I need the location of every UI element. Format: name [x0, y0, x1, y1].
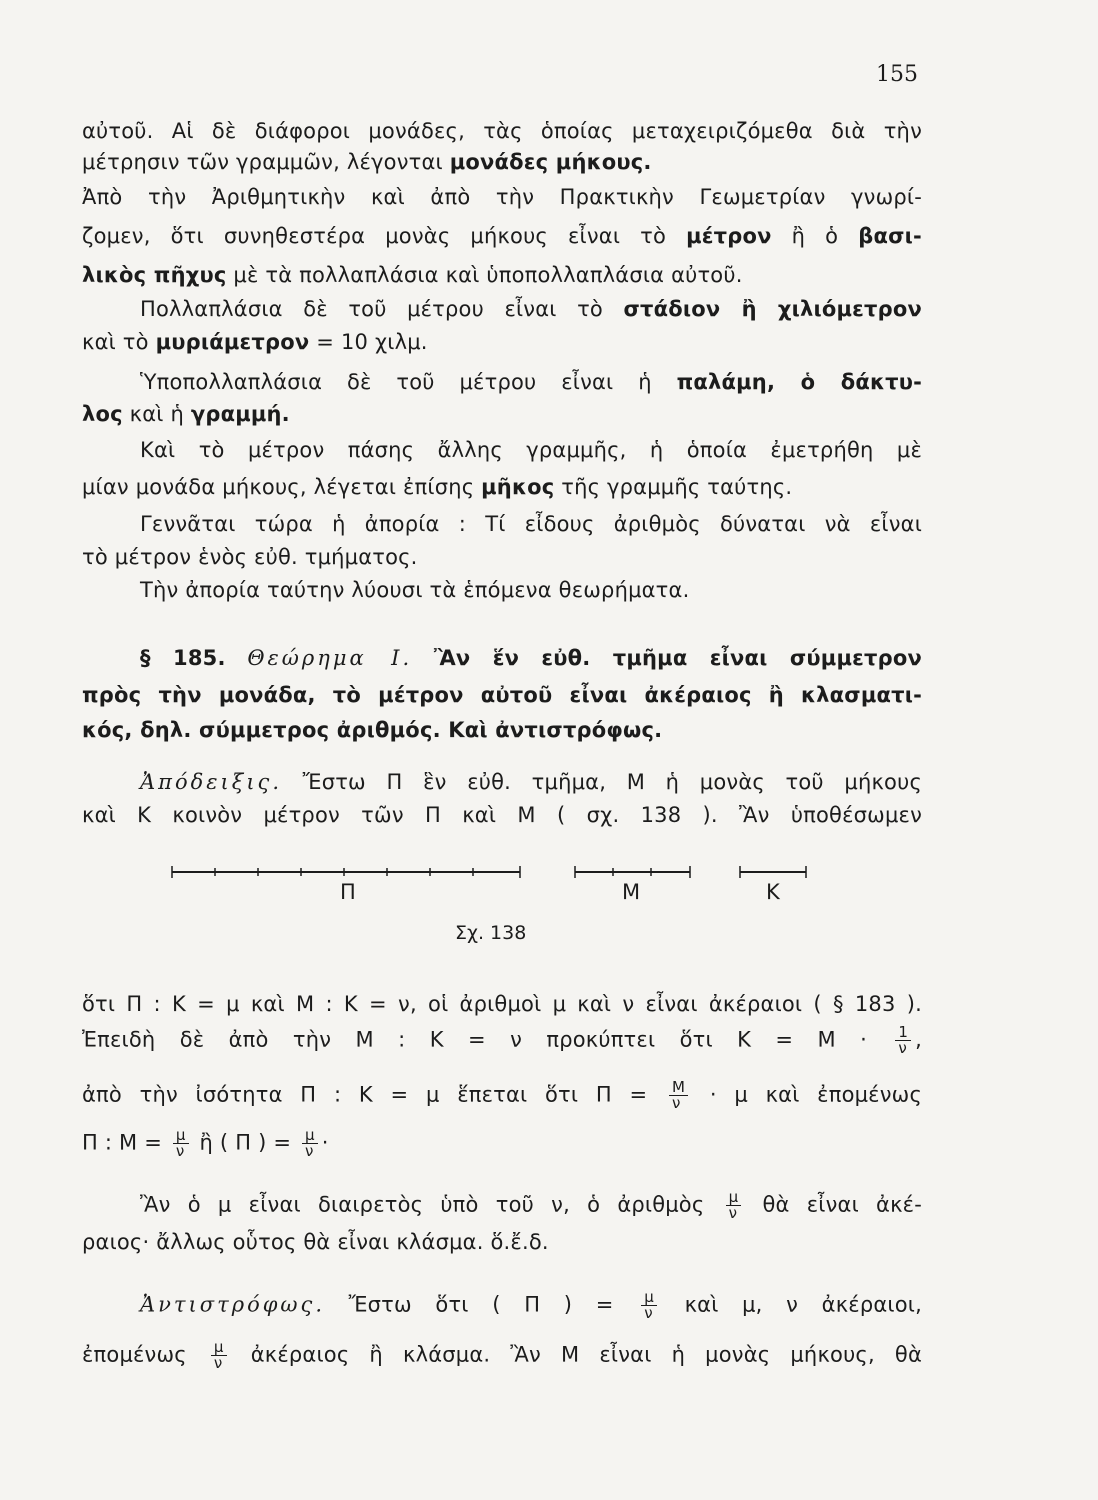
text-line: λικὸς πῆχυς μὲ τὰ πολλαπλάσια καὶ ὑποπολλαπλάσια αὐτοῦ.	[82, 263, 743, 287]
fraction: $\frac{\mu}{\nu}$	[302, 1128, 318, 1159]
fraction: $\frac{\mu}{\nu}$	[211, 1340, 227, 1371]
text-line: λος καὶ ἡ γραμμή.	[82, 402, 290, 426]
fraction: $\frac{M}{\nu}$	[669, 1080, 688, 1111]
text-line: Γεννᾶται τώρα ἡ ἀπορία : Τί εἶδους ἀριθμὸς δύναται νὰ εἶναι	[140, 512, 922, 536]
proof-line: ἀπὸ τὴν ἰσότητα Π : Κ = μ ἕπεται ὅτι Π = $\frac{M}{\nu}$ · μ καὶ ἐπομένως	[82, 1078, 922, 1112]
theorem-heading: § 185. Θεώρημα Ι. Ἂν ἕν εὐθ. τμῆμα εἶναι σύμμετρον	[140, 646, 922, 670]
fraction: $\frac{\mu}{\nu}$	[726, 1190, 742, 1221]
text-line: αὐτοῦ. Αἱ δὲ διάφοροι μονάδες, τὰς ὁποίας μεταχειριζόμεθα διὰ τὴν	[82, 119, 922, 143]
fraction: $\frac{\mu}{\nu}$	[641, 1290, 657, 1321]
text-line: Ὑποπολλαπλάσια δὲ τοῦ μέτρου εἶναι ἡ παλάμη, ὁ δάκτυ-	[140, 370, 922, 394]
proof-line: Ἀπόδειξις. Ἔστω Π ἓν εὐθ. τμῆμα, Μ ἡ μονὰς τοῦ μήκους	[140, 770, 922, 794]
text-line: Πολλαπλάσια δὲ τοῦ μέτρου εἶναι τὸ στάδιον ἢ χιλιόμετρον	[140, 297, 922, 321]
fraction: $\frac{1}{\nu}$	[895, 1025, 911, 1056]
proof-line: ραιος· ἄλλως οὗτος θὰ εἶναι κλάσμα. ὅ.ἔ.δ.	[82, 1230, 549, 1254]
figure-caption: Σχ. 138	[455, 922, 527, 944]
theorem-line: κός, δηλ. σύμμετρος ἀριθμός. Καὶ ἀντιστρόφως.	[82, 718, 663, 742]
text-line: μίαν μονάδα μήκους, λέγεται ἐπίσης μῆκος τῆς γραμμῆς ταύτης.	[82, 475, 793, 499]
converse-line: ἐπομένως $\frac{\mu}{\nu}$ ἀκέραιος ἢ κλάσμα. Ἂν Μ εἶναι ἡ μονὰς μήκους, θὰ	[82, 1338, 922, 1372]
proof-line: ὅτι Π : Κ = μ καὶ Μ : Κ = ν, οἱ ἀριθμοὶ μ καὶ ν εἶναι ἀκέραιοι ( § 183 ).	[82, 992, 922, 1016]
fraction: $\frac{\mu}{\nu}$	[173, 1128, 189, 1159]
label-K: Κ	[766, 880, 780, 904]
converse-line: Ἀντιστρόφως. Ἔστω ὅτι ( Π ) = $\frac{\mu}{\nu}$ καὶ μ, ν ἀκέραιοι,	[140, 1288, 922, 1322]
theorem-line: πρὸς τὴν μονάδα, τὸ μέτρον αὐτοῦ εἶναι ἀκέραιος ἢ κλασματι-	[82, 683, 922, 707]
text-line: Τὴν ἀπορία ταύτην λύουσι τὰ ἑπόμενα θεωρήματα.	[140, 578, 690, 602]
segments-diagram	[170, 860, 830, 900]
proof-line: Ἐπειδὴ δὲ ἀπὸ τὴν Μ : Κ = ν προκύπτει ὅτι Κ = Μ · $\frac{1}{\nu}$ ,	[82, 1023, 922, 1057]
text-line: τὸ μέτρον ἑνὸς εὐθ. τμήματος.	[82, 545, 418, 569]
text-line: ζομεν, ὅτι συνηθεστέρα μονὰς μήκους εἶναι τὸ μέτρον ἢ ὁ βασι-	[82, 224, 922, 248]
page-number: 155	[876, 62, 918, 87]
label-P: Π	[340, 880, 356, 904]
text-line: Καὶ τὸ μέτρον πάσης ἄλλης γραμμῆς, ἡ ὁποία ἐμετρήθη μὲ	[140, 438, 922, 462]
text-line: Ἀπὸ τὴν Ἀριθμητικὴν καὶ ἀπὸ τὴν Πρακτικὴν Γεωμετρίαν γνωρί-	[82, 185, 922, 209]
text-line: καὶ τὸ μυριάμετρον = 10 χιλμ.	[82, 330, 428, 354]
proof-line: Π : Μ = $\frac{\mu}{\nu}$ ἢ ( Π ) = $\frac{\mu}{\nu}$ ·	[82, 1126, 329, 1160]
text-line: μέτρησιν τῶν γραμμῶν, λέγονται μονάδες μήκους.	[82, 150, 652, 174]
label-M: Μ	[622, 880, 641, 904]
proof-line: Ἂν ὁ μ εἶναι διαιρετὸς ὑπὸ τοῦ ν, ὁ ἀριθμὸς $\frac{\mu}{\nu}$ θὰ εἶναι ἀκέ-	[140, 1188, 922, 1222]
proof-line: καὶ Κ κοινὸν μέτρον τῶν Π καὶ Μ ( σχ. 138 ). Ἂν ὑποθέσωμεν	[82, 803, 922, 827]
